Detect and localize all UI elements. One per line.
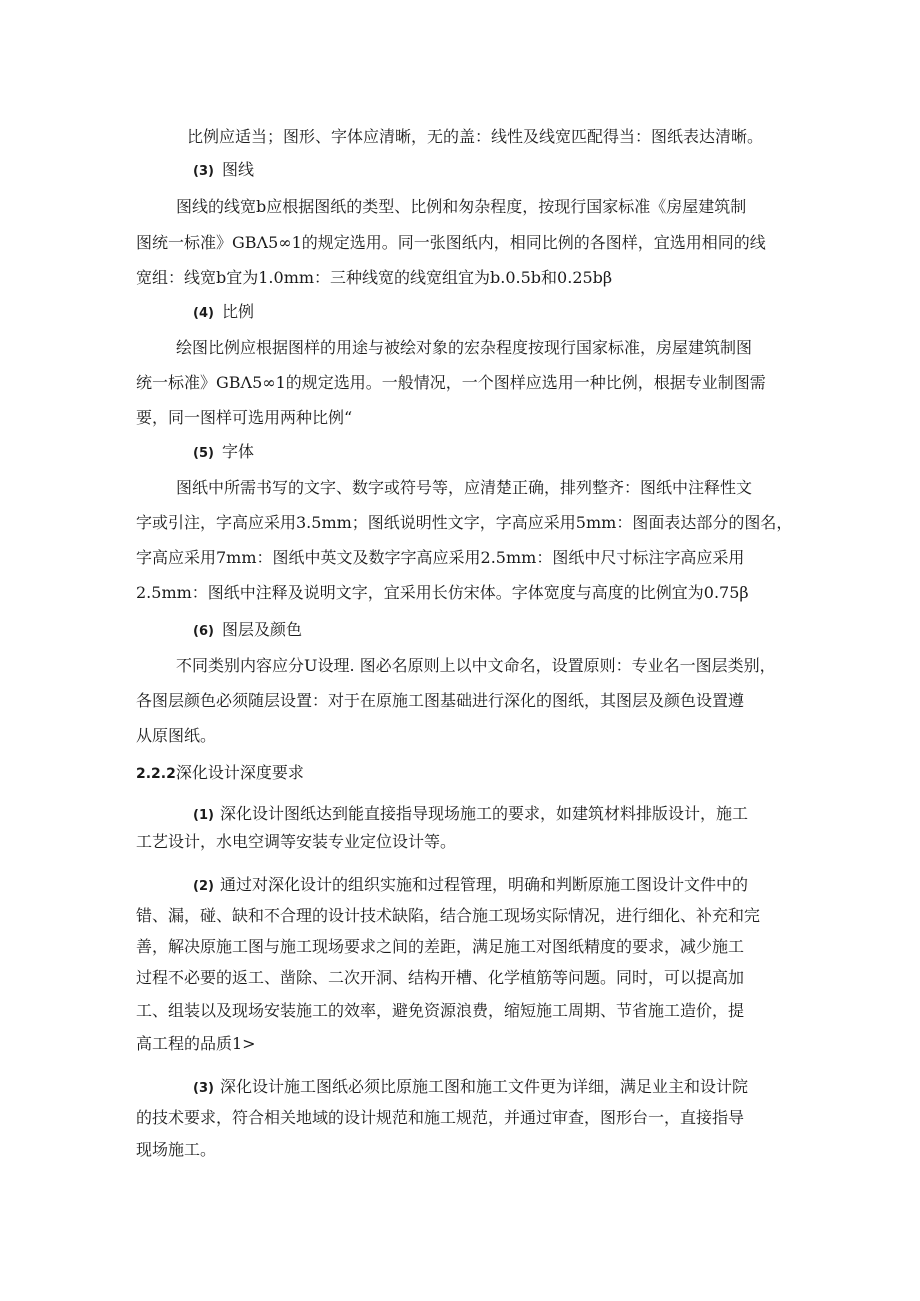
item-number: (3) [193, 1081, 214, 1096]
list-item-3-first-line [193, 1077, 748, 1099]
paragraph-line: 工、组装以及现场安装施工的效率，避免资源浪费，缩短施工周期、节省施工造价，提 [136, 1001, 745, 1020]
section-heading-font [193, 442, 254, 464]
paragraph-line: 要，同一图样可选用两种比例“ [136, 408, 353, 427]
section-title: 比例 [221, 302, 254, 321]
item-text: 通过对深化设计的组织实施和过程管理，明确和判断原施工图设计文件中的 [219, 875, 748, 894]
paragraph-line: 不同类别内容应分U设理. 图必名原则上以中文命名，设置原则：专业名一图层类别， [176, 656, 776, 675]
paragraph-line: 工艺设计，水电空调等安装专业定位设计等。 [136, 832, 457, 851]
paragraph-line: 错、漏，碰、缺和不合理的设计技术缺陷，结合施工现场实际情况，进行细化、补充和完 [136, 906, 761, 925]
paragraph-line: 高工程的品质1> [136, 1034, 256, 1053]
paragraph-line: 字高应采用7mm：图纸中英文及数字字高应采用2.5mm：图纸中尺寸标注字高应采用 [136, 548, 745, 567]
item-number: (2) [193, 879, 214, 894]
paragraph-line: 过程不必要的返工、凿除、二次开洞、结构开槽、化学植筋等问题。同时，可以提高加 [136, 968, 745, 987]
paragraph-line: 图线的线宽b应根据图纸的类型、比例和匆杂程度，按现行国家标准《房屋建筑制 [176, 197, 747, 216]
paragraph-line: 各图层颜色必须随层设置：对于在原施工图基础进行深化的图纸，其图层及颜色设置遵 [136, 691, 745, 710]
intro-line: 比例应适当；图形、字体应清晰，无的盖：线性及线宽匹配得当：图纸表达清晰。 [187, 127, 764, 146]
paragraph-line: 宽组：线宽b宜为1.0mm：三种线宽的线宽组宜为b.0.5b和0.25bβ [136, 268, 613, 287]
item-text: 深化设计图纸达到能直接指导现场施工的要求，如建筑材料排版设计，施工 [219, 804, 748, 823]
paragraph-line: 2.5mm：图纸中注释及说明文字，宜采用长仿宋体。字体宽度与高度的比例宜为0.75β [136, 583, 749, 602]
section-number: (6) [193, 624, 214, 639]
paragraph-line: 统一标准》GBΛ5∞1的规定选用。一般情况，一个图样应选用一种比例，根据专业制图需 [136, 373, 766, 392]
section-heading-lines [193, 160, 254, 182]
section-heading-222 [136, 763, 304, 784]
section-title: 图层及颜色 [221, 620, 302, 639]
section-number: (5) [193, 446, 214, 461]
list-item-1-first-line [193, 804, 748, 826]
paragraph-line: 的技术要求，符合相关地域的设计规范和施工规范，并通过审查，图形台一，直接指导 [136, 1108, 745, 1127]
section-number: (3) [193, 164, 214, 179]
list-item-2-first-line [193, 875, 748, 897]
paragraph-line: 从原图纸。 [136, 726, 217, 745]
section-number: (4) [193, 306, 214, 321]
paragraph-line: 图统一标准》GBΛ5∞1的规定选用。同一张图纸内，相同比例的各图样，宜选用相同的线 [136, 233, 766, 252]
section-heading-scale [193, 302, 254, 324]
item-number: (1) [193, 808, 214, 823]
section-title: 图线 [221, 160, 254, 179]
section-number: 2.2.2 [136, 766, 176, 782]
section-heading-layers [193, 620, 302, 642]
paragraph-line: 字或引注，字高应采用3.5mm；图纸说明性文字，字高应采用5mm：图面表达部分的图名， [136, 513, 793, 532]
paragraph-line: 现场施工。 [136, 1140, 217, 1159]
item-text: 深化设计施工图纸必须比原施工图和施工文件更为详细，满足业主和设计院 [219, 1077, 748, 1096]
paragraph-line: 绘图比例应根据图样的用途与被绘对象的宏杂程度按现行国家标准，房屋建筑制图 [176, 338, 753, 357]
section-title: 深化设计深度要求 [175, 763, 304, 782]
section-title: 字体 [221, 442, 254, 461]
paragraph-line: 图纸中所需书写的文字、数字或符号等，应清楚正确，排列整齐：图纸中注释性文 [176, 478, 753, 497]
paragraph-line: 善，解决原施工图与施工现场要求之间的差距，满足施工对图纸精度的要求，减少施工 [136, 937, 745, 956]
